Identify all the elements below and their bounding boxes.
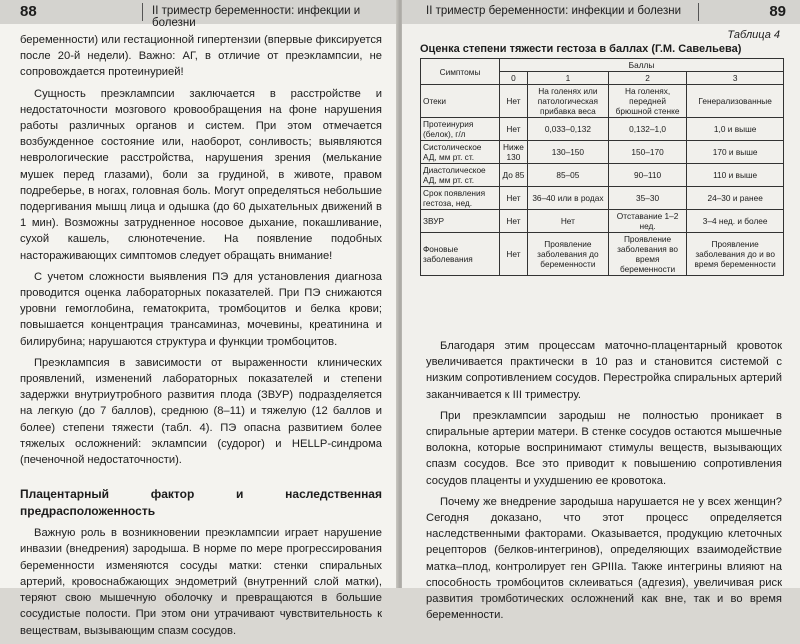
symptom-cell: Диастолическое АД, мм рт. ст.	[421, 164, 500, 187]
symptom-cell: Систолическое АД, мм рт. ст.	[421, 141, 500, 164]
header-separator	[698, 3, 699, 21]
paragraph: При преэклампсии зародыш не полностью проникает в спиральные артерии матери. В стенке сосудов остаются мышечные волокна, которые воспринимают стимулы веществ, вызывающих спазм сосудов. Все это приводит к повышению сопротивления сосудов плаценты и ухудшению ее кровотока.	[426, 409, 782, 487]
table-cell: 110 и выше	[687, 164, 784, 187]
table-cell: 1,0 и выше	[687, 118, 784, 141]
paragraph: Важную роль в возникновении преэклампсии играет нарушение инвазии (внедрения) зародыша. В норме по мере прогрессирования беременности изменяются сосуды матки: стенки спиральных артерий, кровоснабжающих эндометрий (внутренний слой матки), теряют свою мышечную оболочку и превращаются в большие сосудистые полости. При этом они утрачивают чувствительность к веществам, вызывающим спазм сосудов.	[20, 527, 382, 637]
table-header-row	[421, 59, 784, 72]
table-cell: 0,132–1,0	[608, 118, 686, 141]
table-row	[421, 141, 784, 164]
table-row	[421, 85, 784, 118]
symptom-cell: Отеки	[421, 85, 500, 118]
table-cell: Ниже 130	[500, 141, 528, 164]
table-row	[421, 233, 784, 276]
table-caption: Таблица 4	[727, 29, 780, 41]
table-row	[421, 118, 784, 141]
score-header: 2	[608, 72, 686, 85]
paragraph: Преэклампсия в зависимости от выраженности клинических проявлений, изменений лабораторных показателей и степени задержки внутриутробного развития плода (ЗВУР) подразделяется на легкую (до 7 баллов), среднюю (8–11) и тяжелую (12 баллов и более) степени тяжести (табл. 4). ПЭ опасна развитием более тяжелых осложнений: эклампсии (судорог) и HELLP-синдрома (печеночной недостаточности).	[20, 356, 382, 467]
subheading: Плацентарный фактор и наследственная предрасположенность	[20, 487, 382, 519]
symptom-cell: ЗВУР	[421, 210, 500, 233]
table-cell: 90–110	[608, 164, 686, 187]
paragraph: беременности) или гестационной гипертензии (впервые фиксируется после 20-й недели). Важно: АГ, в отличие от преэклампсии, не сопровождается протеинурией!	[20, 34, 382, 79]
table-cell: 24–30 и ранее	[687, 187, 784, 210]
table-cell: 130–150	[527, 141, 608, 164]
table-cell: 36–40 или в родах	[527, 187, 608, 210]
left-page	[0, 0, 398, 637]
header-separator	[142, 3, 143, 21]
table-cell: 35–30	[608, 187, 686, 210]
table-cell: Проявление заболевания до беременности	[527, 233, 608, 276]
table-title: Оценка степени тяжести гестоза в баллах (Г.М. Савельева)	[420, 43, 742, 55]
table-cell: На голенях, передней брюшной стенке	[608, 85, 686, 118]
table-cell: Нет	[500, 187, 528, 210]
paragraph: Благодаря этим процессам маточно-плацентарный кровоток увеличивается практически в 10 раз и становится системой с низким сопротивлением сосудов. Перестройка спиральных артерий заканчивается к III триместру.	[426, 340, 782, 401]
table-row	[421, 210, 784, 233]
table-row	[421, 187, 784, 210]
table-cell: 0,033–0,132	[527, 118, 608, 141]
table-cell: До 85	[500, 164, 528, 187]
paragraph: С учетом сложности выявления ПЭ для установления диагноза проводится оценка лабораторных показателей. При ПЭ снижаются уровни гемоглобина, гематокрита, тромбоцитов и белка крови; повышается концентрация трансаминаз, мочевины, креатинина и билирубина; нарушаются структура и функции тромбоцитов.	[20, 270, 382, 348]
table-cell: Нет	[527, 210, 608, 233]
header-symptoms: Симптомы	[421, 59, 500, 85]
table-row	[421, 164, 784, 187]
table-cell: Нет	[500, 210, 528, 233]
paragraph: Сущность преэклампсии заключается в расстройстве и недостаточности мозгового кровообращения на фоне нарушения работы различных органов и систем. При этом отмечается возбужденное состояние или, наоборот, сонливость; выявляются неврологические расстройства, нарушения зрения (мелькание мушек перед глазами), боли за грудиной, в животе, правом подреберье, в ногах, головная боль. Могут определяться небольшие подергивания мышц лица и одышка (до 60 дыхательных движений в 1 мин). Возможны затрудненное носовое дыхание, покашливание, сухой кашель, слюнотечение. На появление подобных настораживающих симптомов следует обращать внимание!	[20, 87, 382, 262]
table-cell: 150–170	[608, 141, 686, 164]
paragraph: Почему же внедрение зародыша нарушается не у всех женщин? Сегодня доказано, что этот процесс определяется наследственными факторами. Оказывается, продукцию клеточных рецепторов (белков-интегринов), определяющих взаимодействие матка–плод, контролирует ген GPIIIa. Также интегрины влияют на способность тромбоцитов склеиваться (адгезия), увеличивая риск развития тромботических осложнений как вне, так и во время беременности.	[426, 495, 782, 622]
header-score: Баллы	[500, 59, 784, 72]
symptom-cell: Протеинурия (белок), г/л	[421, 118, 500, 141]
table-cell: 3–4 нед. и более	[687, 210, 784, 233]
table-cell: 85–05	[527, 164, 608, 187]
table-cell: Нет	[500, 85, 528, 118]
score-header: 0	[500, 72, 528, 85]
right-page-header	[402, 0, 800, 24]
table-cell: Проявление заболевания до и во время беременности	[687, 233, 784, 276]
right-page-body	[426, 338, 782, 628]
page-number-left: 88	[20, 3, 37, 20]
running-title-right: II триместр беременности: инфекции и болезни	[426, 5, 681, 17]
table-cell: Проявление заболевания во время беременности	[608, 233, 686, 276]
left-page-header	[0, 0, 398, 29]
score-header: 3	[687, 72, 784, 85]
table-cell: Нет	[500, 233, 528, 276]
table-cell: 170 и выше	[687, 141, 784, 164]
table-cell: Генерализованные	[687, 85, 784, 118]
score-header: 1	[527, 72, 608, 85]
page-number-right: 89	[769, 3, 786, 20]
left-page-body	[20, 32, 382, 644]
table-cell: Отставание 1–2 нед.	[608, 210, 686, 233]
symptom-cell: Фоновые заболевания	[421, 233, 500, 276]
running-title-left: II триместр беременности: инфекции и болезни	[152, 5, 361, 29]
table-cell: На голенях или патологическая прибавка веса	[527, 85, 608, 118]
severity-table	[420, 58, 784, 276]
right-page	[402, 0, 800, 622]
symptom-cell: Срок появления гестоза, нед.	[421, 187, 500, 210]
table-cell: Нет	[500, 118, 528, 141]
